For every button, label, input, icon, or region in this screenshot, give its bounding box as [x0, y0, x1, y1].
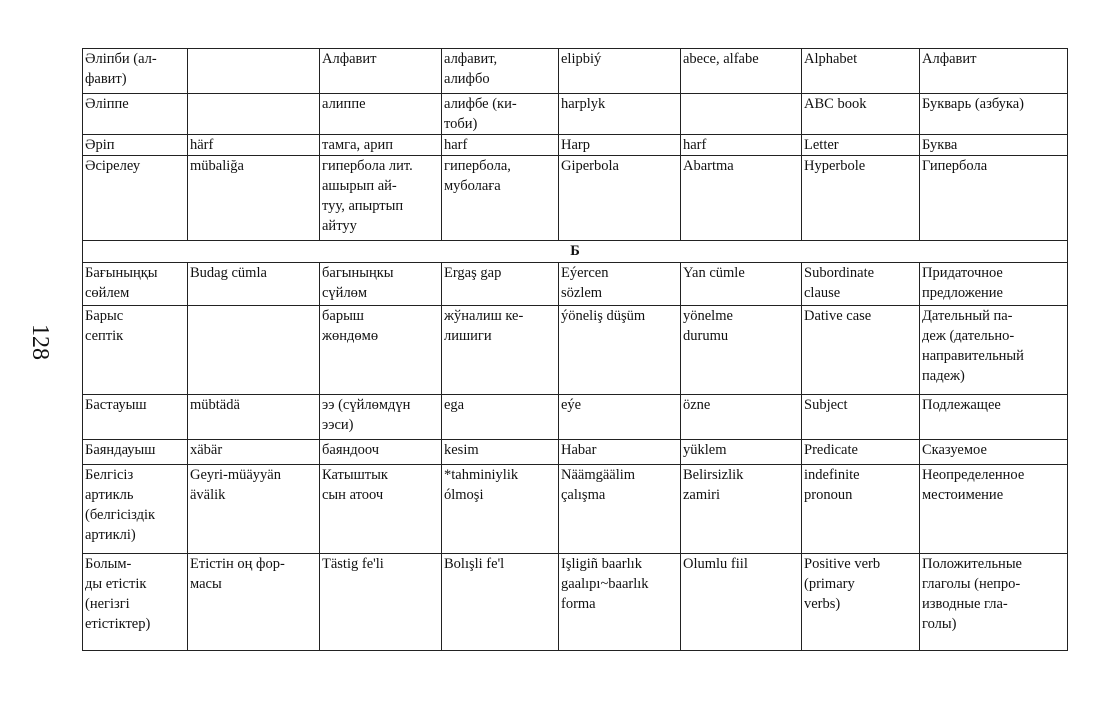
cell-kazakh: Әліпби (ал- фавит) [83, 49, 188, 94]
cell-uzbek: kesim [442, 440, 559, 465]
cell-kyrgyz: Tästig fe'li [320, 554, 442, 651]
cell-turkish: Abartma [681, 156, 802, 241]
cell-english: indefinite pronoun [802, 465, 920, 554]
cell-turkmen: ýöneliş düşüm [559, 306, 681, 395]
cell-english: Subordinate clause [802, 263, 920, 306]
cell-russian: Букварь (азбука) [920, 94, 1068, 135]
cell-kyrgyz: гипербола лит. ашырып ай- туу, апыртып айтуу [320, 156, 442, 241]
cell-kazakh: Белгісіз артикль (белгісіздік артиклі) [83, 465, 188, 554]
cell-kyrgyz: Алфавит [320, 49, 442, 94]
table-row [83, 306, 1068, 395]
cell-turkmen: Habar [559, 440, 681, 465]
cell-uzbek: harf [442, 135, 559, 156]
table-row [83, 49, 1068, 94]
cell-uzbek: алфавит, алифбо [442, 49, 559, 94]
cell-russian: Положительные глаголы (непро- изводные гла- голы) [920, 554, 1068, 651]
table-row [83, 263, 1068, 306]
cell-uzbek: алифбе (ки- тоби) [442, 94, 559, 135]
cell-uyghur: härf [188, 135, 320, 156]
table-row [83, 135, 1068, 156]
cell-turkmen: elipbiý [559, 49, 681, 94]
cell-russian: Неопределенное местоимение [920, 465, 1068, 554]
cell-kazakh: Әліппе [83, 94, 188, 135]
cell-turkish: yüklem [681, 440, 802, 465]
cell-uzbek: ega [442, 395, 559, 440]
table-row [83, 395, 1068, 440]
cell-english: Subject [802, 395, 920, 440]
cell-uyghur: Geyri-müäyyän ävälik [188, 465, 320, 554]
cell-kazakh: Болым- ды етістік (негізгі етістіктер) [83, 554, 188, 651]
page-number: 128 [27, 324, 53, 360]
cell-uyghur [188, 306, 320, 395]
section-letter: Б [83, 241, 1068, 263]
cell-kyrgyz: багыныңкы сүйлөм [320, 263, 442, 306]
cell-russian: Алфавит [920, 49, 1068, 94]
glossary-body [83, 49, 1068, 651]
cell-english: Dative case [802, 306, 920, 395]
glossary-table [82, 48, 1068, 651]
cell-russian: Гипербола [920, 156, 1068, 241]
cell-uzbek: *tahminiylik ólmoşi [442, 465, 559, 554]
cell-english: Letter [802, 135, 920, 156]
cell-kazakh: Бастауыш [83, 395, 188, 440]
cell-uyghur: Етістін оң фор- масы [188, 554, 320, 651]
cell-kazakh: Бағыныңқы сөйлем [83, 263, 188, 306]
cell-uyghur: mübtädä [188, 395, 320, 440]
cell-kazakh: Әсірелеу [83, 156, 188, 241]
cell-turkish: özne [681, 395, 802, 440]
cell-turkmen: Eýercen sözlem [559, 263, 681, 306]
cell-kyrgyz: барыш жөндөмө [320, 306, 442, 395]
cell-uyghur [188, 94, 320, 135]
cell-turkmen: Işligiñ baarlık gaalıpı~baarlık forma [559, 554, 681, 651]
cell-russian: Сказуемое [920, 440, 1068, 465]
cell-uzbek: гипербола, муболаға [442, 156, 559, 241]
table-row [83, 554, 1068, 651]
cell-turkmen: harplyk [559, 94, 681, 135]
cell-uzbek: Bolışli fe'l [442, 554, 559, 651]
cell-kyrgyz: алиппе [320, 94, 442, 135]
cell-turkmen: Harp [559, 135, 681, 156]
cell-russian: Буква [920, 135, 1068, 156]
cell-turkish: abece, alfabe [681, 49, 802, 94]
cell-kyrgyz: тамга, арип [320, 135, 442, 156]
table-row [83, 440, 1068, 465]
cell-uyghur: xäbär [188, 440, 320, 465]
cell-english: Predicate [802, 440, 920, 465]
cell-english: ABC book [802, 94, 920, 135]
cell-kazakh: Барыс септік [83, 306, 188, 395]
cell-uyghur [188, 49, 320, 94]
cell-turkish: yönelme durumu [681, 306, 802, 395]
cell-uyghur: Budag cümla [188, 263, 320, 306]
cell-kyrgyz: ээ (сүйлөмдүн ээси) [320, 395, 442, 440]
cell-uzbek: Ergaş gap [442, 263, 559, 306]
cell-kyrgyz: Катыштык сын атооч [320, 465, 442, 554]
section-header-row [83, 241, 1068, 263]
table-row [83, 156, 1068, 241]
cell-turkmen: Giperbola [559, 156, 681, 241]
cell-uyghur: mübaliğa [188, 156, 320, 241]
cell-russian: Придаточное предложение [920, 263, 1068, 306]
cell-kazakh: Баяндауыш [83, 440, 188, 465]
cell-turkish: Belirsizlik zamiri [681, 465, 802, 554]
table-row [83, 94, 1068, 135]
cell-english: Positive verb (primary verbs) [802, 554, 920, 651]
table-row [83, 465, 1068, 554]
cell-turkish [681, 94, 802, 135]
cell-english: Hyperbole [802, 156, 920, 241]
cell-turkmen: eýe [559, 395, 681, 440]
cell-kyrgyz: баяндооч [320, 440, 442, 465]
cell-russian: Дательный па- деж (дательно- направительный падеж) [920, 306, 1068, 395]
cell-uzbek: жўналиш ке- лишиги [442, 306, 559, 395]
cell-turkish: Olumlu fiil [681, 554, 802, 651]
cell-kazakh: Әріп [83, 135, 188, 156]
cell-turkish: harf [681, 135, 802, 156]
cell-english: Alphabet [802, 49, 920, 94]
cell-russian: Подлежащее [920, 395, 1068, 440]
cell-turkmen: Näämgäälim çalışma [559, 465, 681, 554]
cell-turkish: Yan cümle [681, 263, 802, 306]
